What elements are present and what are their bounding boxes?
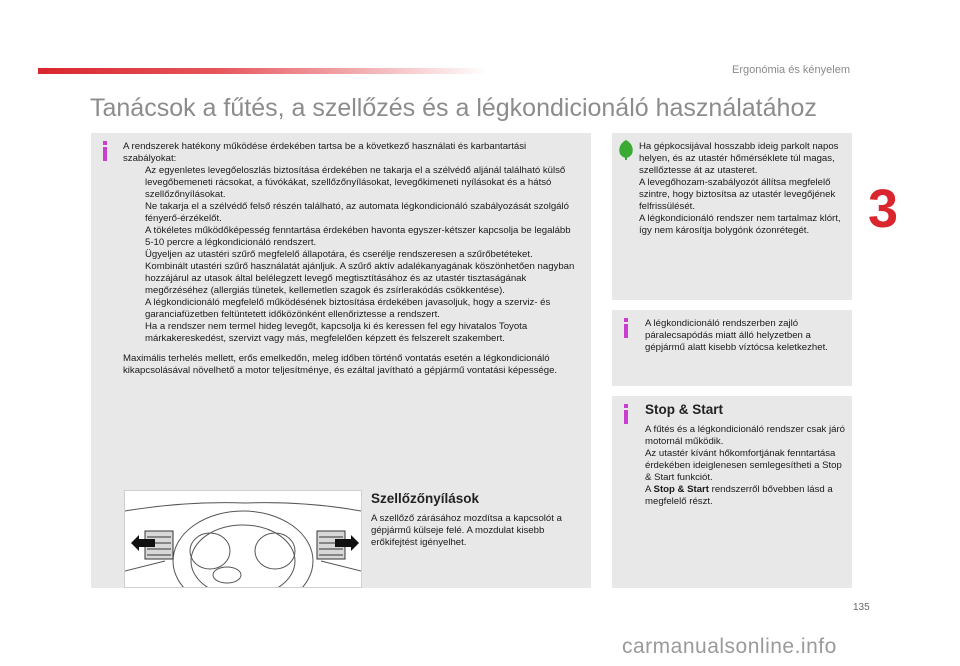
page-title: Tanácsok a fűtés, a szellőzés és a légkondicionáló használatához	[90, 94, 817, 122]
list-item: Ügyeljen az utastéri szűrő megfelelő állapotára, és cserélje rendszeresen a szűrőbetéteket.	[145, 249, 533, 260]
watermark: carmanualsonline.info	[622, 635, 837, 658]
stopstart-heading: Stop & Start	[645, 402, 724, 417]
list-item: Ha a rendszer nem termel hideg levegőt, kapcsolja ki és keressen fel egy hivatalos Toyota márkakereskedést, szervizt vagy más, megfelelően képzett és felszerelt szakembert.	[145, 321, 528, 344]
max-load-text: Maximális terhelés mellett, erős emelkedőn, meleg időben történő vontatás esetén a légkondicionáló kikapcsolásával növelhető a motor teljesítménye, és ezáltal javítható a gépjármű vontatási képessége.	[123, 353, 558, 376]
info-icon	[99, 141, 111, 161]
list-item: A tökéletes működőképesség fenntartása érdekében havonta egyszer-kétszer kapcsolja be legalább 5-10 percre a légkondicionáló rendszert.	[145, 225, 571, 248]
leaf-icon	[617, 139, 635, 161]
list-item: Az egyenletes levegőeloszlás biztosítása érdekében ne takarja el a szélvédő aljánál található külső levegőbemeneti rácsokat, a fúvókákat, szellőzőnyílásokat, levegőkimeneti nyílásokat és a hátsó szellőzőnyílásokat.	[145, 165, 566, 200]
stopstart-text: A fűtés és a légkondicionáló rendszer csak járó motornál működik. Az utastér kívánt hőkomfortjának fenntartása érdekében ideiglenesen semlegesítheti a Stop & Start funkciót. A Stop & Start rendszerről bővebben lásd a megfelelő részt.	[645, 424, 845, 507]
list-item: Ne takarja el a szélvédő felső részén található, az automata légkondicionáló szabályozását szolgáló fényerő-érzékelőt.	[145, 201, 569, 224]
info-icon	[620, 318, 632, 338]
chapter-number: 3	[868, 179, 899, 239]
eco-text: Ha gépkocsijával hosszabb ideig parkolt napos helyen, és az utastér hőmérséklete túl magas, szellőztesse át az utasteret. A levegőhozam-szabályozót állítsa megfelelő szintre, hogy biztosítsa az utastér levegőjének felfrissülését. A légkondicionáló rendszer nem tartalmaz klórt, így nem károsítja bolygónk ózonrétegét.	[639, 141, 841, 236]
intro-text: A rendszerek hatékony működése érdekében tartsa be a következő használati és karbantartási szabályokat:	[123, 141, 527, 164]
filter-note: Kombinált utastéri szűrő használatát ajánljuk. A szűrő aktív adalékanyagának köszönhetően nagyban hozzájárul az utasok által belélegzett levegő megtisztításához és az utastér tisztaságának megőrzéséhez (allergiás tünetek, kellemetlen szagok és zsírlerakódás csökkentése).	[145, 261, 575, 296]
section-header: Ergonómia és kényelem	[731, 64, 850, 76]
vents-text: A szellőző zárásához mozdítsa a kapcsolót a gépjármű külseje felé. A mozdulat kisebb erőkifejtést igényelhet.	[371, 513, 562, 548]
dashboard-drawing	[125, 491, 361, 587]
main-text	[123, 141, 581, 377]
page-number: 135	[853, 602, 870, 613]
condensation-text: A légkondicionáló rendszerben zajló páralecsapódás miatt álló helyzetben a gépjármű alatt kisebb víztócsa keletkezhet.	[645, 318, 828, 353]
vents-heading: Szellőzőnyílások	[371, 491, 480, 506]
info-icon	[620, 404, 632, 424]
vent-illustration	[124, 490, 362, 588]
header-accent-bar	[38, 68, 488, 74]
list-item: A légkondicionáló megfelelő működésének biztosítása érdekében javasoljuk, hogy a szerviz- és garanciafüzetben feltüntetett időközönként ellenőriztesse a rendszert.	[145, 297, 551, 320]
